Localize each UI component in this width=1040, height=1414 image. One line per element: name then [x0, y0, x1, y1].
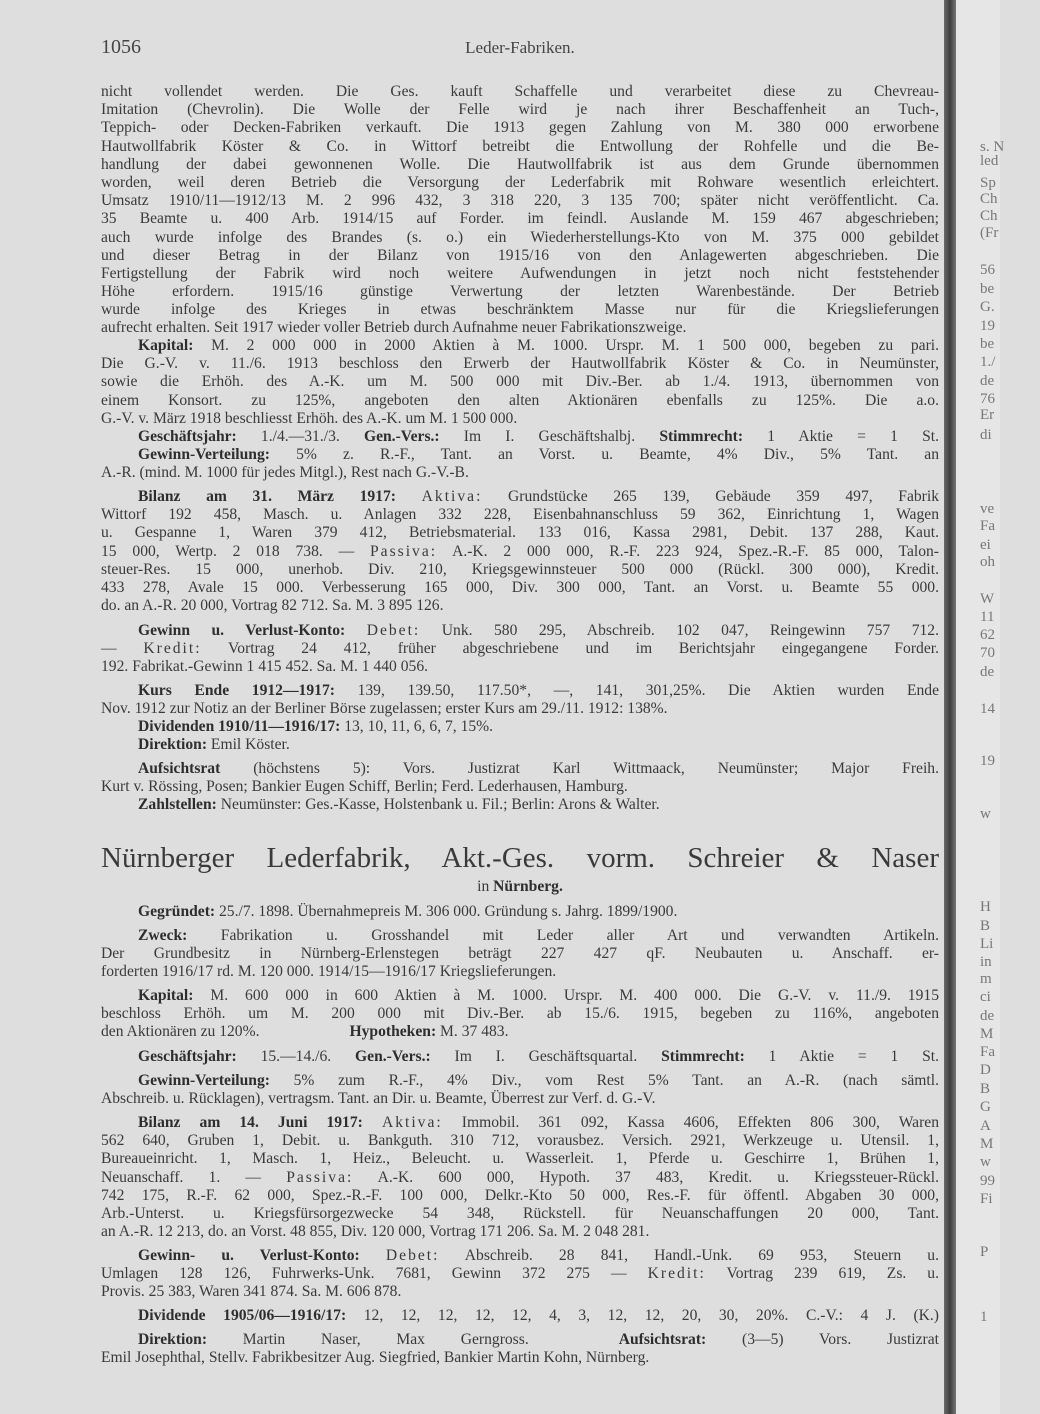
- text-line: 562 640, Gruben 1, Debit. u. Bankguth. 310 712, vorausbez. Versich. 2921, Werkzeuge u. Utensil. 1,: [101, 1132, 939, 1150]
- adjacent-page-fragment: 62: [980, 627, 995, 643]
- adjacent-page-fragment: ei: [980, 537, 991, 553]
- bold-label: Hypotheken:: [349, 1023, 437, 1041]
- bold-label: Gewinn-Verteilung:: [138, 446, 270, 463]
- bold-label: Gegründet:: [138, 903, 216, 920]
- adjacent-page-fragment: M: [980, 1026, 994, 1042]
- gewinn-verlust-section: [101, 1247, 939, 1302]
- text-run: A.-K. 2 000 000, R.-F. 223 924, Spez.-R.-F. 85 000, Talon-: [437, 542, 939, 560]
- text-line: 742 175, R.-F. 62 000, Spez.-R.-F. 100 000, Delkr.-Kto 50 000, Res.-F. für öffentl. Abgaben 30 000,: [101, 1186, 939, 1204]
- bold-label: Bilanz am 14. Juni 1917:: [138, 1114, 363, 1131]
- text-line: [101, 640, 939, 658]
- text-line: Wittorf 192 458, Masch. u. Anlagen 332 228, Eisenbahnanschluss 59 362, Einrichtung 1, Wagen: [101, 506, 939, 524]
- text-line: Imitation (Chevrolin). Die Wolle der Felle wird je nach ihrer Beschaffenheit an Tuch-,: [101, 101, 939, 119]
- spaced-label: Passiva:: [286, 1168, 354, 1186]
- text-run: Umlagen 128 126, Fuhrwerks-Unk. 7681, Gewinn 372 275 —: [101, 1265, 648, 1283]
- spaced-label: Kredit:: [143, 640, 202, 658]
- text-run: [363, 1114, 382, 1131]
- text-line: [101, 1169, 939, 1187]
- text-line: 433 278, Avale 15 000. Verbesserung 165 000, Div. 300 000, Tant. an Vorst. u. Beamte 55 000.: [101, 578, 939, 596]
- adjacent-page-fragment: 1./: [980, 354, 996, 370]
- continuation-paragraph: [101, 83, 939, 338]
- text-line: Fertigstellung der Fabrik wird noch weitere Aufwendungen in jetzt noch nicht feststehender: [101, 264, 939, 282]
- text-line: A.-R. (mind. M. 1000 für jedes Mitgl.), Rest nach G.-V.-B.: [101, 464, 469, 482]
- adjacent-page-fragment: 56: [980, 262, 995, 278]
- spaced-label: Aktiva:: [421, 488, 483, 505]
- adjacent-page-fragment: ve: [980, 501, 995, 517]
- text-line: Höhe erfordern. 1915/16 günstige Verwertung der letzten Warenbestände. Der Betrieb: [101, 283, 939, 301]
- text-line: Nov. 1912 zur Notiz an der Berliner Börse zugelassen; erster Kurs am 29./11. 1912: 138%.: [101, 700, 668, 718]
- location-prefix: in: [477, 878, 494, 895]
- spaced-label: Passiva:: [369, 542, 438, 560]
- text-line: Abschreib. u. Rücklagen), vertragsm. Tant. an Dir. u. Beamte, Überrest zur Verf. d. G.-V.: [101, 1090, 656, 1108]
- bilanz-section: [101, 488, 939, 615]
- text-line: [101, 927, 939, 945]
- adjacent-page-fragment: de: [980, 373, 995, 389]
- direktion-aufsichtsrat-section: [101, 1331, 939, 1367]
- adjacent-page-fragment: 1: [980, 1309, 988, 1325]
- text-line: Die G.-V. v. 11./6. 1913 beschloss den Erwerb der Hautwollfabrik Köster & Co. in Neumünster,: [101, 355, 939, 373]
- spaced-label: Aktiva:: [381, 1114, 443, 1131]
- text-line: [101, 760, 939, 778]
- adjacent-page-fragment: Fa: [980, 518, 995, 534]
- adjacent-page-fragment: s. N: [980, 139, 1005, 155]
- adjacent-page-fragment: 19: [980, 753, 995, 769]
- zweck-section: [101, 927, 939, 982]
- text-run: M. 600 000 in 600 Aktien à M. 1000. Urspr. M. 400 000. Die G.-V. v. 11./9. 1915: [193, 987, 939, 1004]
- bold-label: Gen.-Vers.:: [363, 428, 440, 445]
- text-run: M. 2 000 000 in 2000 Aktien à M. 1000. Urspr. M. 1 500 000, begeben zu pari.: [193, 337, 939, 354]
- text-run: 15 000, Wertp. 2 018 738. —: [101, 542, 370, 560]
- spaced-label: Debet:: [366, 622, 421, 639]
- text-run: (3—5) Vors. Justizrat: [706, 1331, 939, 1348]
- bold-label: Dividenden 1910/11—1916/17:: [138, 718, 341, 735]
- adjacent-page-fragment: de: [980, 1008, 995, 1024]
- bold-label: Dividende 1905/06—1916/17:: [138, 1307, 347, 1324]
- text-line: sowie die Erhöh. des A.-K. um M. 500 000 mit Div.-Ber. ab 1./4. 1913, übernommen von: [101, 373, 939, 391]
- adjacent-page-fragment: led: [980, 153, 999, 169]
- text-line: [101, 446, 939, 464]
- page-gutter: [944, 0, 956, 1414]
- text-run: Abschreib. 28 841, Handl.-Unk. 69 953, Steuern u.: [439, 1247, 939, 1264]
- text-line: Provis. 25 383, Waren 341 874. Sa. M. 606 878.: [101, 1283, 402, 1301]
- adjacent-page-fragment: ci: [980, 989, 991, 1005]
- bold-label: Aufsichtsrat: [138, 760, 221, 777]
- text-line: u. Gespanne 1, Waren 379 412, Betriebsmaterial. 133 016, Kassa 2981, Debit. 137 288, Kaut.: [101, 524, 939, 542]
- text-run: 5% zum R.-F., 4% Div., vom Rest 5% Tant. an A.-R. (nach sämtl.: [269, 1072, 939, 1089]
- text-run: 1 Aktie = 1 St.: [743, 428, 939, 445]
- text-run: 139, 139.50, 117.50*, —, 141, 301,25%. Die Aktien wurden Ende: [334, 682, 939, 699]
- company-title: Nürnberger Lederfabrik, Akt.-Ges. vorm. Schreier & Naser: [101, 842, 939, 874]
- gewinn-verteilung-section: [101, 1072, 939, 1108]
- text-line: Teppich- oder Decken-Fabriken verkauft. Die 1913 gegen Zahlung von M. 380 000 erworbene: [101, 119, 939, 137]
- text-line: nicht vollendet werden. Die Ges. kauft Schaffelle und verarbeitet diese zu Chevreau-: [101, 83, 939, 100]
- text-run: Im I. Geschäftshalbj.: [439, 428, 660, 445]
- text-line: 192. Fabrikat.-Gewinn 1 415 452. Sa. M. 1 440 056.: [101, 658, 429, 676]
- text-run: 5% z. R.-F., Tant. an Vorst. u. Beamte, 4% Div., 5% Tant. an: [269, 446, 939, 463]
- location-city: Nürnberg.: [493, 878, 563, 895]
- text-run: Fabrikation u. Grosshandel mit Leder aller Art und verwandten Artikeln.: [187, 927, 939, 944]
- dividende-line: [101, 1307, 939, 1325]
- text-run: Martin Naser, Max Gerngross.: [207, 1331, 529, 1348]
- text-line: und dieser Betrag in der Bilanz von 1915/16 von den Anlagewerten abgeschrieben. Die: [101, 246, 939, 264]
- adjacent-page-fragment: B: [980, 918, 991, 934]
- adjacent-page-fragment: de: [980, 664, 995, 680]
- adjacent-page-fragment: 19: [980, 318, 995, 334]
- adjacent-page-fragment: H: [980, 899, 991, 915]
- adjacent-page-fragment: Li: [980, 936, 994, 952]
- text-line: [101, 987, 939, 1005]
- text-line: [101, 488, 939, 506]
- text-run: Unk. 580 295, Abschreib. 102 047, Reingewinn 757 712.: [420, 622, 939, 639]
- bold-label: Gen.-Vers.:: [355, 1048, 431, 1065]
- text-line: auch wurde infolge des Brandes (s. o.) ein Wiederherstellungs-Kto von M. 375 000 gebildet: [101, 228, 939, 246]
- kapital-section: [101, 337, 939, 428]
- text-run: 12, 12, 12, 12, 12, 4, 3, 12, 12, 20, 30, 20%. C.-V.: 4 J. (K.): [346, 1307, 940, 1324]
- text-line: Der Grundbesitz in Nürnberg-Erlenstegen beträgt 227 427 qF. Neubauten u. Anschaff. er-: [101, 945, 939, 963]
- bold-label: Stimmrecht:: [661, 1048, 745, 1065]
- adjacent-page-fragment: w: [980, 806, 991, 822]
- text-run: Neumünster: Ges.-Kasse, Holstenbank u. Fil.; Berlin: Arons & Walter.: [216, 796, 660, 813]
- text-run: Im I. Geschäftsquartal.: [430, 1048, 662, 1065]
- bold-label: Direktion:: [138, 1331, 208, 1348]
- adjacent-page-fragment: 70: [980, 645, 995, 661]
- geschaeftsjahr-line: [101, 1048, 939, 1066]
- text-line: Emil Josephthal, Stellv. Fabrikbesitzer Aug. Siegfried, Bankier Martin Kohn, Nürnberg.: [101, 1349, 650, 1367]
- adjacent-page-fragment: B: [980, 1081, 991, 1097]
- adjacent-page-fragment: Ch: [980, 191, 998, 207]
- adjacent-page-fragment: be: [980, 336, 995, 352]
- text-run: Immobil. 361 092, Kassa 4606, Effekten 806 300, Waren: [442, 1114, 940, 1131]
- adjacent-page-fragment: G: [980, 1099, 991, 1115]
- bold-label: Geschäftsjahr:: [138, 1048, 237, 1065]
- adjacent-page-fragment: A: [980, 1118, 991, 1134]
- text-run: Neuanschaff. 1. —: [101, 1168, 287, 1186]
- adjacent-page-fragment: P: [980, 1244, 989, 1260]
- text-line: [101, 337, 939, 355]
- geschaeftsjahr-line: [101, 428, 939, 446]
- text-line: [101, 1114, 939, 1132]
- bold-label: Kapital:: [138, 987, 194, 1004]
- adjacent-page-fragment: in: [980, 954, 992, 970]
- text-line: Bureaueinricht. 1, Masch. 1, Heiz., Beleucht. u. Wasserleit. 1, Pferde u. Geschirre 1, Brühen 1,: [101, 1150, 939, 1168]
- text-line: [101, 1023, 939, 1041]
- text-line: wurde infolge des Krieges in etwas beschränktem Masse nur für die Kriegslieferungen: [101, 301, 939, 319]
- adjacent-page-fragment: 11: [980, 609, 995, 625]
- text-line: einem Konsort. zu 125%, angeboten den alten Aktionären ebenfalls zu 125%. Die a.o.: [101, 391, 939, 409]
- text-line: [101, 903, 939, 921]
- adjacent-page-fragment: M: [980, 1136, 994, 1152]
- bold-label: Stimmrecht:: [659, 428, 744, 445]
- adjacent-page-fragment: (Fr: [980, 225, 999, 241]
- adjacent-page-fragment: D: [980, 1062, 991, 1078]
- company-location: [0, 878, 1040, 896]
- text-line: worden, weil deren Betrieb die Versorgung der Lederfabrik mit Rohware wesentlich erleichtert.: [101, 173, 939, 191]
- text-line: beschloss Erhöh. um M. 200 000 mit Div.-Ber. ab 15./6. 1915, begeben zu 116%, angeboten: [101, 1005, 939, 1023]
- text-run: A.-K. 600 000, Hypoth. 37 483, Kredit. u. Kriegssteuer-Rückl.: [353, 1168, 939, 1186]
- text-line: [101, 1307, 939, 1325]
- text-line: Arb.-Unterst. u. Kriegsfürsorgezwecke 54 348, Rückstell. für Neuanschaffungen 20 000, Tant.: [101, 1204, 939, 1222]
- adjacent-page-fragment: G.: [980, 299, 995, 315]
- bold-label: Kapital:: [138, 337, 194, 354]
- text-line: [101, 682, 939, 700]
- text-line: 35 Beamte u. 400 Arb. 1914/15 auf Forder. im feindl. Auslande M. 159 467 abgeschrieben;: [101, 210, 939, 228]
- text-line: Kurt v. Rössing, Posen; Bankier Eugen Schiff, Berlin; Ferd. Lederhausen, Hamburg.: [101, 778, 628, 796]
- adjacent-page-fragment: m: [980, 971, 992, 987]
- bold-label: Gewinn-Verteilung:: [138, 1072, 270, 1089]
- bold-label: Aufsichtsrat:: [618, 1331, 707, 1348]
- text-run: 13, 10, 11, 6, 6, 7, 15%.: [340, 718, 494, 735]
- text-line: [101, 1331, 939, 1349]
- running-head: Leder-Fabriken.: [465, 38, 575, 57]
- text-run: Vortrag 239 619, Zs. u.: [705, 1265, 940, 1283]
- adjacent-page-fragment: Fi: [980, 1191, 993, 1207]
- adjacent-page-fragment: W: [980, 591, 995, 607]
- text-run: Emil Köster.: [207, 736, 290, 753]
- adjacent-page-fragment: 14: [980, 701, 995, 717]
- text-line: handlung der dabei gewonnenen Wolle. Die Hautwollfabrik ist aus dem Grunde übernommen: [101, 155, 939, 173]
- text-run: [345, 622, 367, 639]
- text-line: [101, 1072, 939, 1090]
- text-line: [101, 1247, 939, 1265]
- text-run: [360, 1247, 386, 1264]
- bold-label: Geschäftsjahr:: [138, 428, 237, 445]
- text-line: [101, 736, 939, 754]
- text-line: [101, 1048, 939, 1066]
- text-run: 1./4.—31./3.: [236, 428, 364, 445]
- gewinn-verteilung-section: [101, 446, 939, 482]
- text-line: [101, 543, 939, 561]
- text-run: 25./7. 1898. Übernahmepreis M. 306 000. Gründung s. Jahrg. 1899/1900.: [215, 903, 678, 920]
- text-line: [101, 718, 939, 736]
- text-line: steuer-Res. 15 000, unerhob. Div. 210, Kriegsgewinnsteuer 500 000 (Rückl. 300 000), Kredit.: [101, 560, 939, 578]
- text-line: [101, 428, 939, 446]
- spaced-label: Kredit:: [647, 1265, 706, 1283]
- dividenden-line: [101, 718, 939, 736]
- text-line: Hautwollfabrik Köster & Co. in Wittorf betreibt die Entwollung der Rohfelle und die Be-: [101, 137, 939, 155]
- bold-label: Direktion:: [138, 736, 208, 753]
- bold-label: Bilanz am 31. März 1917:: [138, 488, 396, 505]
- text-line: G.-V. v. März 1918 beschliesst Erhöh. des A.-K. um M. 1 500 000.: [101, 409, 518, 427]
- text-run: 15.—14./6.: [236, 1048, 356, 1065]
- bold-label: Zweck:: [138, 927, 188, 944]
- adjacent-page-fragment: Ch: [980, 208, 998, 224]
- bold-label: Gewinn u. Verlust-Konto:: [138, 622, 346, 639]
- zahlstellen-line: [101, 796, 939, 814]
- text-run: [396, 488, 422, 505]
- adjacent-page-fragment: 99: [980, 1173, 995, 1189]
- kapital-section: [101, 987, 939, 1042]
- direktion-line: [101, 736, 939, 754]
- text-run: Vortrag 24 412, früher abgeschriebene und im Berichtsjahr eingegangene Forder.: [201, 640, 939, 658]
- gewinn-verlust-section: [101, 622, 939, 677]
- adjacent-page-fragment: oh: [980, 554, 995, 570]
- adjacent-page-fragment: di: [980, 427, 992, 443]
- adjacent-page-fragment: Sp: [980, 175, 996, 191]
- text-line: [101, 1265, 939, 1283]
- bilanz-section: [101, 1114, 939, 1241]
- text-run: —: [101, 640, 144, 658]
- text-line: [101, 796, 939, 814]
- text-run: (höchstens 5): Vors. Justizrat Karl Wittmaack, Neumünster; Major Freih.: [220, 760, 939, 777]
- text-line: Umsatz 1910/11—1912/13 M. 2 996 432, 3 318 220, 3 135 700; später nicht veröffentlicht. Ca.: [101, 192, 939, 210]
- text-line: [101, 622, 939, 640]
- adjacent-page-fragment: Fa: [980, 1044, 995, 1060]
- bold-label: Gewinn- u. Verlust-Konto:: [138, 1247, 360, 1264]
- text-line: an A.-R. 12 213, do. an Vorst. 48 855, Div. 120 000, Vortrag 171 206. Sa. M. 2 048 281.: [101, 1223, 650, 1241]
- adjacent-page-fragment: w: [980, 1154, 991, 1170]
- aufsichtsrat-section: [101, 760, 939, 796]
- text-run: 1 Aktie = 1 St.: [744, 1048, 940, 1065]
- bold-label: Zahlstellen:: [138, 796, 217, 813]
- text-line: do. an A.-R. 20 000, Vortrag 82 712. Sa. M. 3 895 126.: [101, 597, 444, 615]
- kurs-section: [101, 682, 939, 718]
- page-number: 1056: [101, 36, 141, 58]
- text-line: aufrecht erhalten. Seit 1917 wieder voller Betrieb durch Aufnahme neuer Fabrikationszweige.: [101, 319, 687, 337]
- text-run: den Aktionären zu 120%.: [101, 1023, 260, 1041]
- text-run: M. 37 483.: [436, 1023, 509, 1041]
- adjacent-page-fragment: 76: [980, 391, 995, 407]
- gegruendet-line: [101, 903, 939, 921]
- spaced-label: Debet:: [385, 1247, 440, 1264]
- text-run: Grundstücke 265 139, Gebäude 359 497, Fabrik: [482, 488, 939, 505]
- bold-label: Kurs Ende 1912—1917:: [138, 682, 335, 699]
- adjacent-page-fragment: Er: [980, 407, 995, 423]
- adjacent-page-fragment: be: [980, 281, 995, 297]
- text-line: forderten 1916/17 rd. M. 120 000. 1914/15—1916/17 Kriegslieferungen.: [101, 963, 557, 981]
